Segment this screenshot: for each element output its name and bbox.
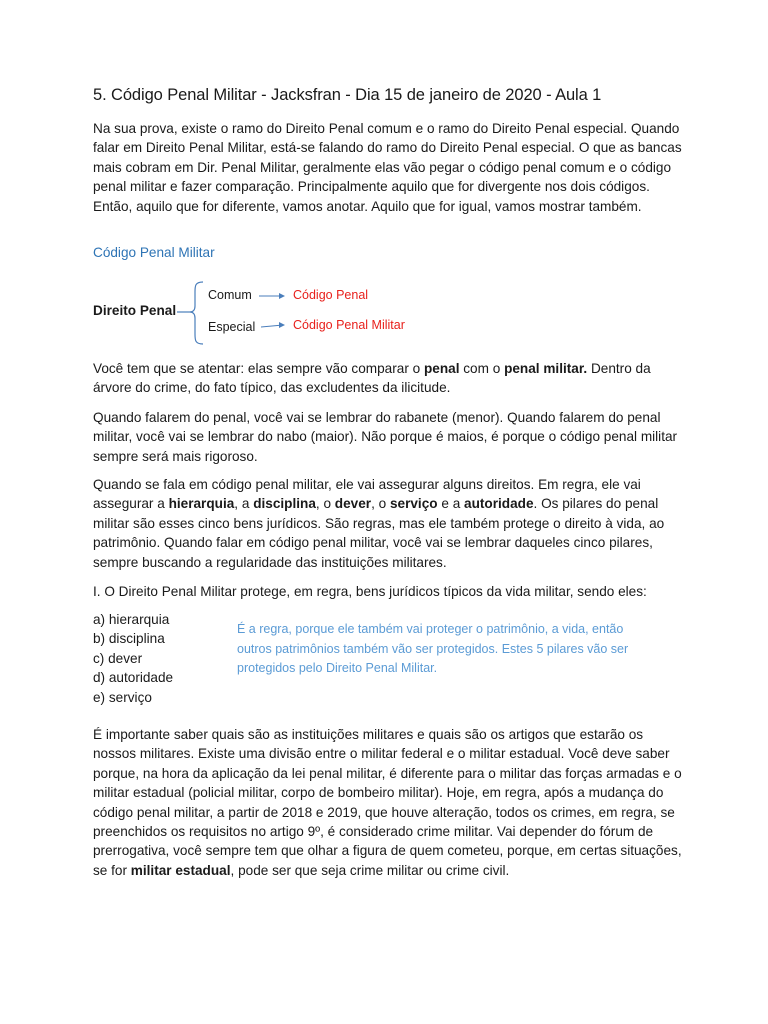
classification-diagram bbox=[93, 280, 493, 348]
paragraph-atentar: Você tem que se atentar: elas sempre vão comparar o penal com o penal militar. Dentro da árvore do crime, do fato típico, das excludentes da ilicitude. bbox=[93, 361, 651, 396]
list-item: c) dever bbox=[93, 650, 143, 666]
diagram-target-codigo-penal-militar: Código Penal Militar bbox=[293, 318, 405, 332]
paragraph-item-i: I. O Direito Penal Militar protege, em regra, bens jurídicos típicos da vida militar, sendo eles: bbox=[93, 584, 647, 599]
diagram-branch-comum: Comum bbox=[208, 288, 252, 302]
diagram-root-label: Direito Penal bbox=[93, 303, 177, 318]
bens-juridicos-list bbox=[93, 610, 173, 707]
diagram-branch-especial: Especial bbox=[208, 320, 256, 334]
paragraph-instituicoes: É importante saber quais são as instituições militares e quais são os artigos que estarão os nossos militares. Existe uma divisão entre o militar federal e o militar estadual. Você deve saber porque, na hora da aplicação da lei penal militar, é diferente para o militar das forças armadas e o militar estadual (policial militar, corpo de bombeiro militar). Hoje, em regra, após a mudança do código penal militar, a partir de 2018 e 2019, que houve alteração, todos os crimes, em regra, se preenchidos os requisitos no artigo 9º, é considerado crime militar. Vai depender do fórum de prerrogativa, você sempre tem que olhar a figura de quem cometeu, porque, em certas situações, se for militar estadual, pode ser que seja crime militar ou crime civil. bbox=[93, 727, 682, 878]
paragraph-intro: Na sua prova, existe o ramo do Direito Penal comum e o ramo do Direito Penal especial. Quando falar em Direito Penal Militar, está-se falando do ramo do Direito Penal especial. O que as bancas mais cobram em Dir. Penal Militar, geralmente elas vão pegar o código penal comum e o código penal militar e fazer comparação. Principalmente aquilo que for divergente nos dois códigos. Então, aquilo que for diferente, vamos anotar. Aquilo que for igual, vamos mostrar também. bbox=[93, 121, 682, 214]
paragraph-pilares: Quando se fala em código penal militar, ele vai assegurar alguns direitos. Em regra, ele vai assegurar a hierarquia, a disciplina, o dever, o serviço e a autoridade. Os pilares do penal militar são esses cinco bens jurídicos. São regras, mas ele também protege o direito à vida, ao patrimônio. Quando falar em código penal militar, você vai se lembrar daqueles cinco pilares, sempre buscando a regularidade das instituições militares. bbox=[93, 477, 665, 570]
annotation-note: É a regra, porque ele também vai proteger o patrimônio, a vida, então outros patrimônios também vão ser protegidos. Estes 5 pilares vão ser protegidos pelo Direito Penal Militar. bbox=[237, 622, 629, 676]
list-item: a) hierarquia bbox=[93, 612, 170, 627]
list-item: e) serviço bbox=[93, 689, 152, 705]
diagram-target-codigo-penal: Código Penal bbox=[293, 288, 369, 302]
paragraph-rabanete: Quando falarem do penal, você vai se lembrar do rabanete (menor). Quando falarem do penal militar, você vai se lembrar do nabo (maior). Não porque é maios, é porque o código penal militar sempre será mais rigoroso. bbox=[93, 410, 678, 464]
section-heading: Código Penal Militar bbox=[93, 245, 215, 260]
list-item: d) autoridade bbox=[93, 670, 174, 686]
document-title: 5. Código Penal Militar - Jacksfran - Dia 15 de janeiro de 2020 - Aula 1 bbox=[93, 86, 602, 104]
list-item: b) disciplina bbox=[93, 631, 165, 647]
